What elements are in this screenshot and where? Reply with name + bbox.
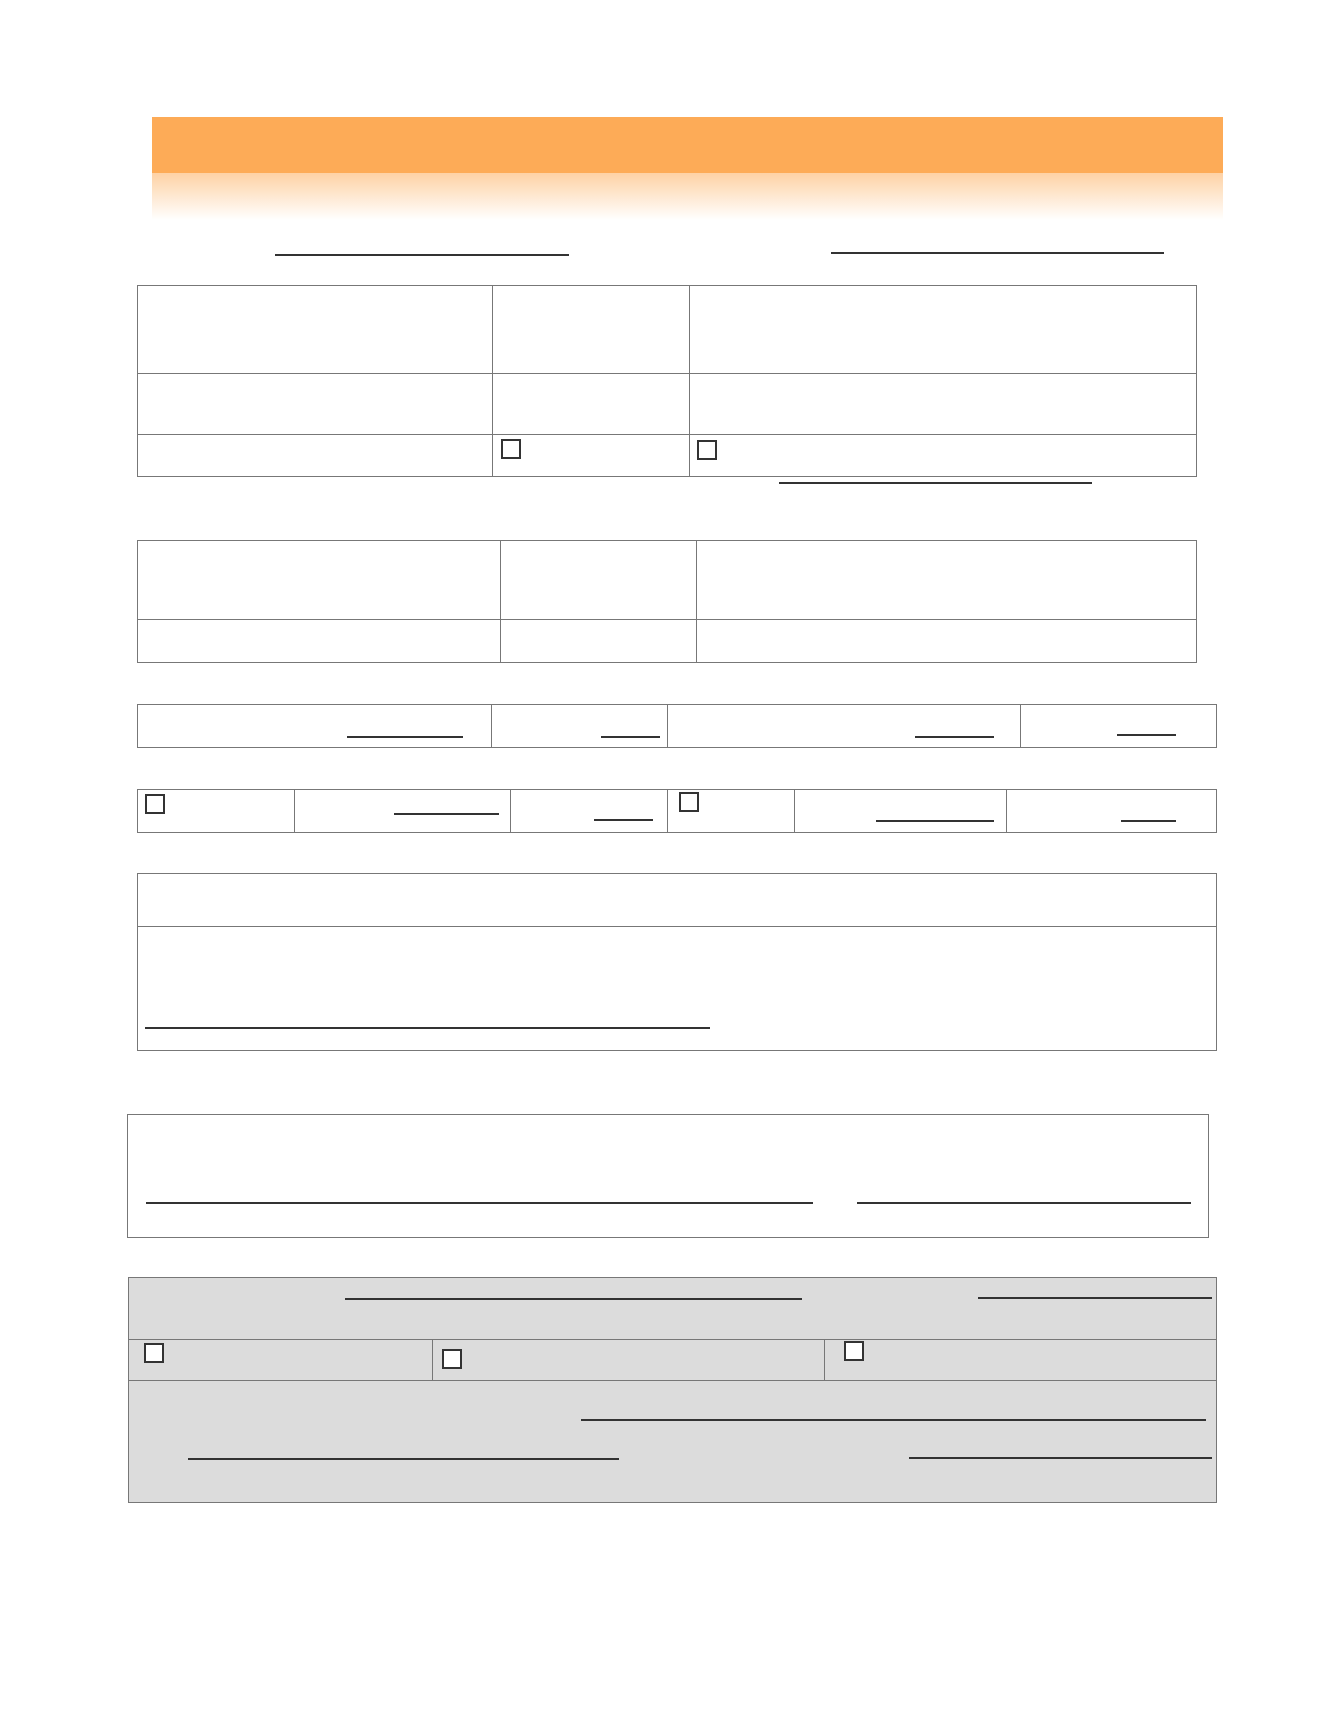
header-banner (152, 117, 1223, 173)
section4-col-divider-5 (1006, 789, 1007, 833)
signature-date-line[interactable] (857, 1202, 1191, 1204)
section1-col-divider-2 (689, 285, 690, 477)
section3-row (137, 704, 1217, 748)
section1-row-divider-2 (137, 434, 1197, 435)
section4-field-line-4[interactable] (1121, 820, 1176, 822)
office-use-field-line-5[interactable] (909, 1457, 1212, 1459)
office-use-checkbox-a[interactable] (144, 1343, 164, 1363)
top-field-line-left[interactable] (275, 254, 569, 256)
office-use-col-divider-1 (432, 1339, 433, 1380)
office-use-row-divider-2 (128, 1380, 1217, 1381)
office-use-checkbox-c[interactable] (844, 1341, 864, 1361)
office-use-row-divider-1 (128, 1339, 1217, 1340)
section2-col-divider-2 (696, 540, 697, 663)
section2-table (137, 540, 1197, 663)
top-field-line-right[interactable] (831, 252, 1164, 254)
header-banner-fade (152, 172, 1223, 220)
section2-row-divider (137, 619, 1197, 620)
section4-checkbox-a[interactable] (145, 794, 165, 814)
section5-row-divider (137, 926, 1217, 927)
signature-line[interactable] (146, 1202, 813, 1204)
office-use-field-line-4[interactable] (188, 1458, 619, 1460)
section4-field-line-1[interactable] (394, 813, 499, 815)
section4-checkbox-b[interactable] (679, 792, 699, 812)
section1-checkbox-left[interactable] (501, 439, 521, 459)
section3-field-line-1[interactable] (347, 736, 463, 738)
section1-table (137, 285, 1197, 477)
office-use-box (128, 1277, 1217, 1503)
section4-col-divider-4 (794, 789, 795, 833)
section3-col-divider-2 (667, 704, 668, 748)
section1-fill-line[interactable] (779, 482, 1092, 484)
section4-col-divider-1 (294, 789, 295, 833)
office-use-field-line-3[interactable] (581, 1419, 1206, 1421)
office-use-field-line-1[interactable] (345, 1298, 802, 1300)
section5-box (137, 873, 1217, 1051)
section3-col-divider-1 (491, 704, 492, 748)
section2-col-divider-1 (500, 540, 501, 663)
section1-col-divider-1 (492, 285, 493, 477)
office-use-checkbox-b[interactable] (442, 1349, 462, 1369)
section5-fill-line[interactable] (145, 1027, 710, 1029)
section1-row-divider-1 (137, 373, 1197, 374)
section4-row (137, 789, 1217, 833)
section4-col-divider-3 (667, 789, 668, 833)
section4-col-divider-2 (510, 789, 511, 833)
signature-box (127, 1114, 1209, 1238)
section3-field-line-4[interactable] (1117, 734, 1176, 736)
section3-field-line-3[interactable] (915, 736, 994, 738)
office-use-col-divider-2 (824, 1339, 825, 1380)
section1-checkbox-right[interactable] (697, 440, 717, 460)
section3-field-line-2[interactable] (601, 736, 660, 738)
section3-col-divider-3 (1020, 704, 1021, 748)
section4-field-line-3[interactable] (876, 820, 994, 822)
section4-field-line-2[interactable] (594, 819, 653, 821)
office-use-field-line-2[interactable] (978, 1297, 1212, 1299)
